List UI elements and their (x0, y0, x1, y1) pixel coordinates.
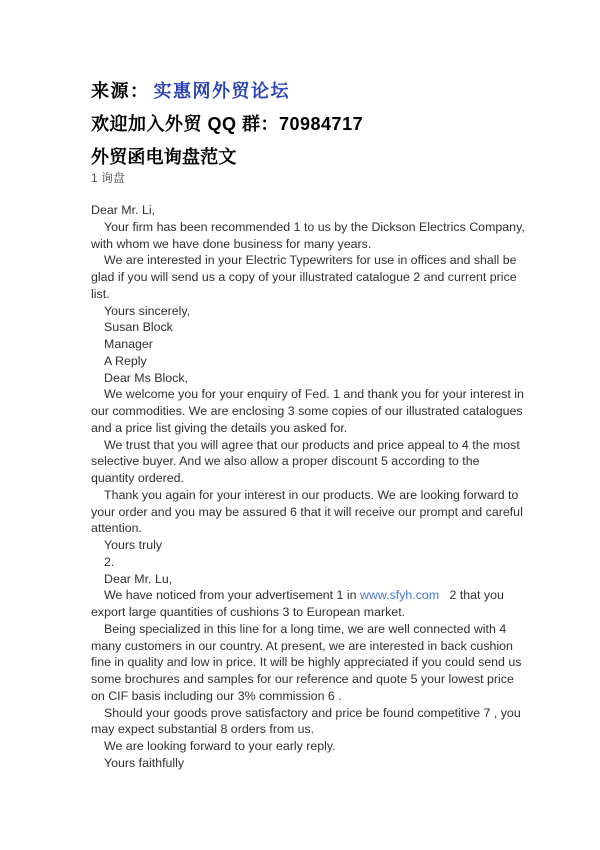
line-text: We trust that you will agree that our products and price appeal to 4 the most (104, 437, 520, 452)
letter-line (91, 219, 525, 236)
line-text: attention. (91, 521, 142, 536)
letter-line (91, 571, 519, 588)
letter-line (91, 587, 519, 604)
letter-line (91, 654, 522, 671)
letter-line (91, 286, 519, 303)
line-text: Susan Block (104, 320, 173, 335)
letter-line (91, 520, 519, 537)
line-text: with whom we have done business for many years. (91, 236, 372, 251)
letter-line (91, 353, 519, 370)
letter-line (91, 688, 519, 705)
line-text: 2. (104, 554, 115, 569)
letter-line (91, 420, 519, 437)
line-text: fine in quality and low in price. It will be highly appreciated if you could send us (91, 655, 522, 670)
letter-line (91, 504, 523, 521)
letter-line (91, 269, 519, 286)
line-text: many customers in our country. At present, we are interested in back cushion (91, 638, 513, 653)
line-text: on CIF basis including our 3% commission 6 . (91, 688, 342, 703)
source-line (91, 77, 290, 103)
letter-line (91, 303, 519, 320)
line-text: Dear Ms Block, (104, 370, 188, 385)
line-text: Manager (104, 337, 153, 351)
line-text: may expect substantial 8 orders from us. (91, 722, 315, 737)
letter-line (91, 319, 519, 336)
letter-line (91, 386, 524, 403)
letter-line (91, 236, 519, 253)
line-text: Being specialized in this line for a long time, we are well connected with 4 (104, 621, 507, 636)
line-text: We welcome you for your enquiry of Fed. 1 and thank you for your interest in (104, 387, 524, 402)
line-text: our commodities. We are enclosing 3 some copies of our illustrated catalogues (91, 404, 523, 418)
letter-line (91, 638, 519, 655)
letter-line (91, 671, 519, 688)
letter-line (91, 487, 519, 504)
line-text: Dear Mr. Lu, (104, 571, 173, 586)
letter-line (91, 755, 519, 772)
letter-line (91, 554, 519, 571)
line-text: glad if you will send us a copy of your illustrated catalogue 2 and current price (91, 270, 517, 284)
letter-line (91, 370, 519, 387)
line-text: Thank you again for your interest in our products. We are looking forward to (104, 487, 519, 502)
letter-line (91, 437, 519, 454)
letter-line (91, 453, 519, 470)
letter-line (91, 470, 519, 487)
source-forum-link[interactable]: 实惠网外贸论坛 (153, 81, 290, 101)
section-label: 1 询盘 (91, 171, 126, 185)
line-text: list. (91, 286, 110, 301)
letter-line (91, 202, 519, 219)
letter-line (91, 738, 519, 755)
line-text: Your firm has been recommended 1 to us by the Dickson Electrics Company, (104, 219, 525, 234)
letter-line (91, 621, 519, 638)
letter-line (91, 403, 523, 420)
line-text: and a price list giving the details you asked for. (91, 420, 348, 435)
line-text: We are interested in your Electric Typewriters for use in offices and shall be (104, 253, 517, 268)
letter-body (91, 202, 525, 772)
letter-line (91, 604, 519, 621)
line-text: We have noticed from your advertisement 1 in (104, 588, 360, 603)
letter-line (91, 721, 519, 738)
sfyh-link[interactable]: www.sfyh.com (359, 588, 440, 603)
letter-line (91, 252, 519, 269)
line-text: 2 that you (439, 588, 504, 603)
line-text: We are looking forward to your early reply. (104, 739, 336, 753)
line-text: Yours truly (104, 538, 163, 552)
line-text: Yours sincerely, (104, 303, 191, 318)
document-title: 外贸函电询盘范文 (91, 147, 237, 167)
letter-line (91, 705, 519, 722)
line-text: selective buyer. And we also allow a proper discount 5 according to the (91, 454, 480, 469)
source-label: 来源： (91, 81, 150, 101)
letter-line (91, 537, 519, 554)
line-text: export large quantities of cushions 3 to European market. (91, 605, 406, 619)
line-text: Dear Mr. Li, (91, 203, 156, 217)
line-text: Yours faithfully (104, 755, 185, 770)
line-text: Should your goods prove satisfactory and price be found competitive 7 , you (104, 705, 521, 720)
line-text: quantity ordered. (91, 471, 184, 485)
line-text: A Reply (104, 353, 147, 368)
line-text: some brochures and samples for our reference and quote 5 your lowest price (91, 672, 514, 686)
letter-line (91, 336, 519, 353)
qq-group-line: 欢迎加入外贸 QQ 群：70984717 (91, 114, 364, 134)
line-text: your order and you may be assured 6 that it will receive our prompt and careful (91, 504, 523, 519)
